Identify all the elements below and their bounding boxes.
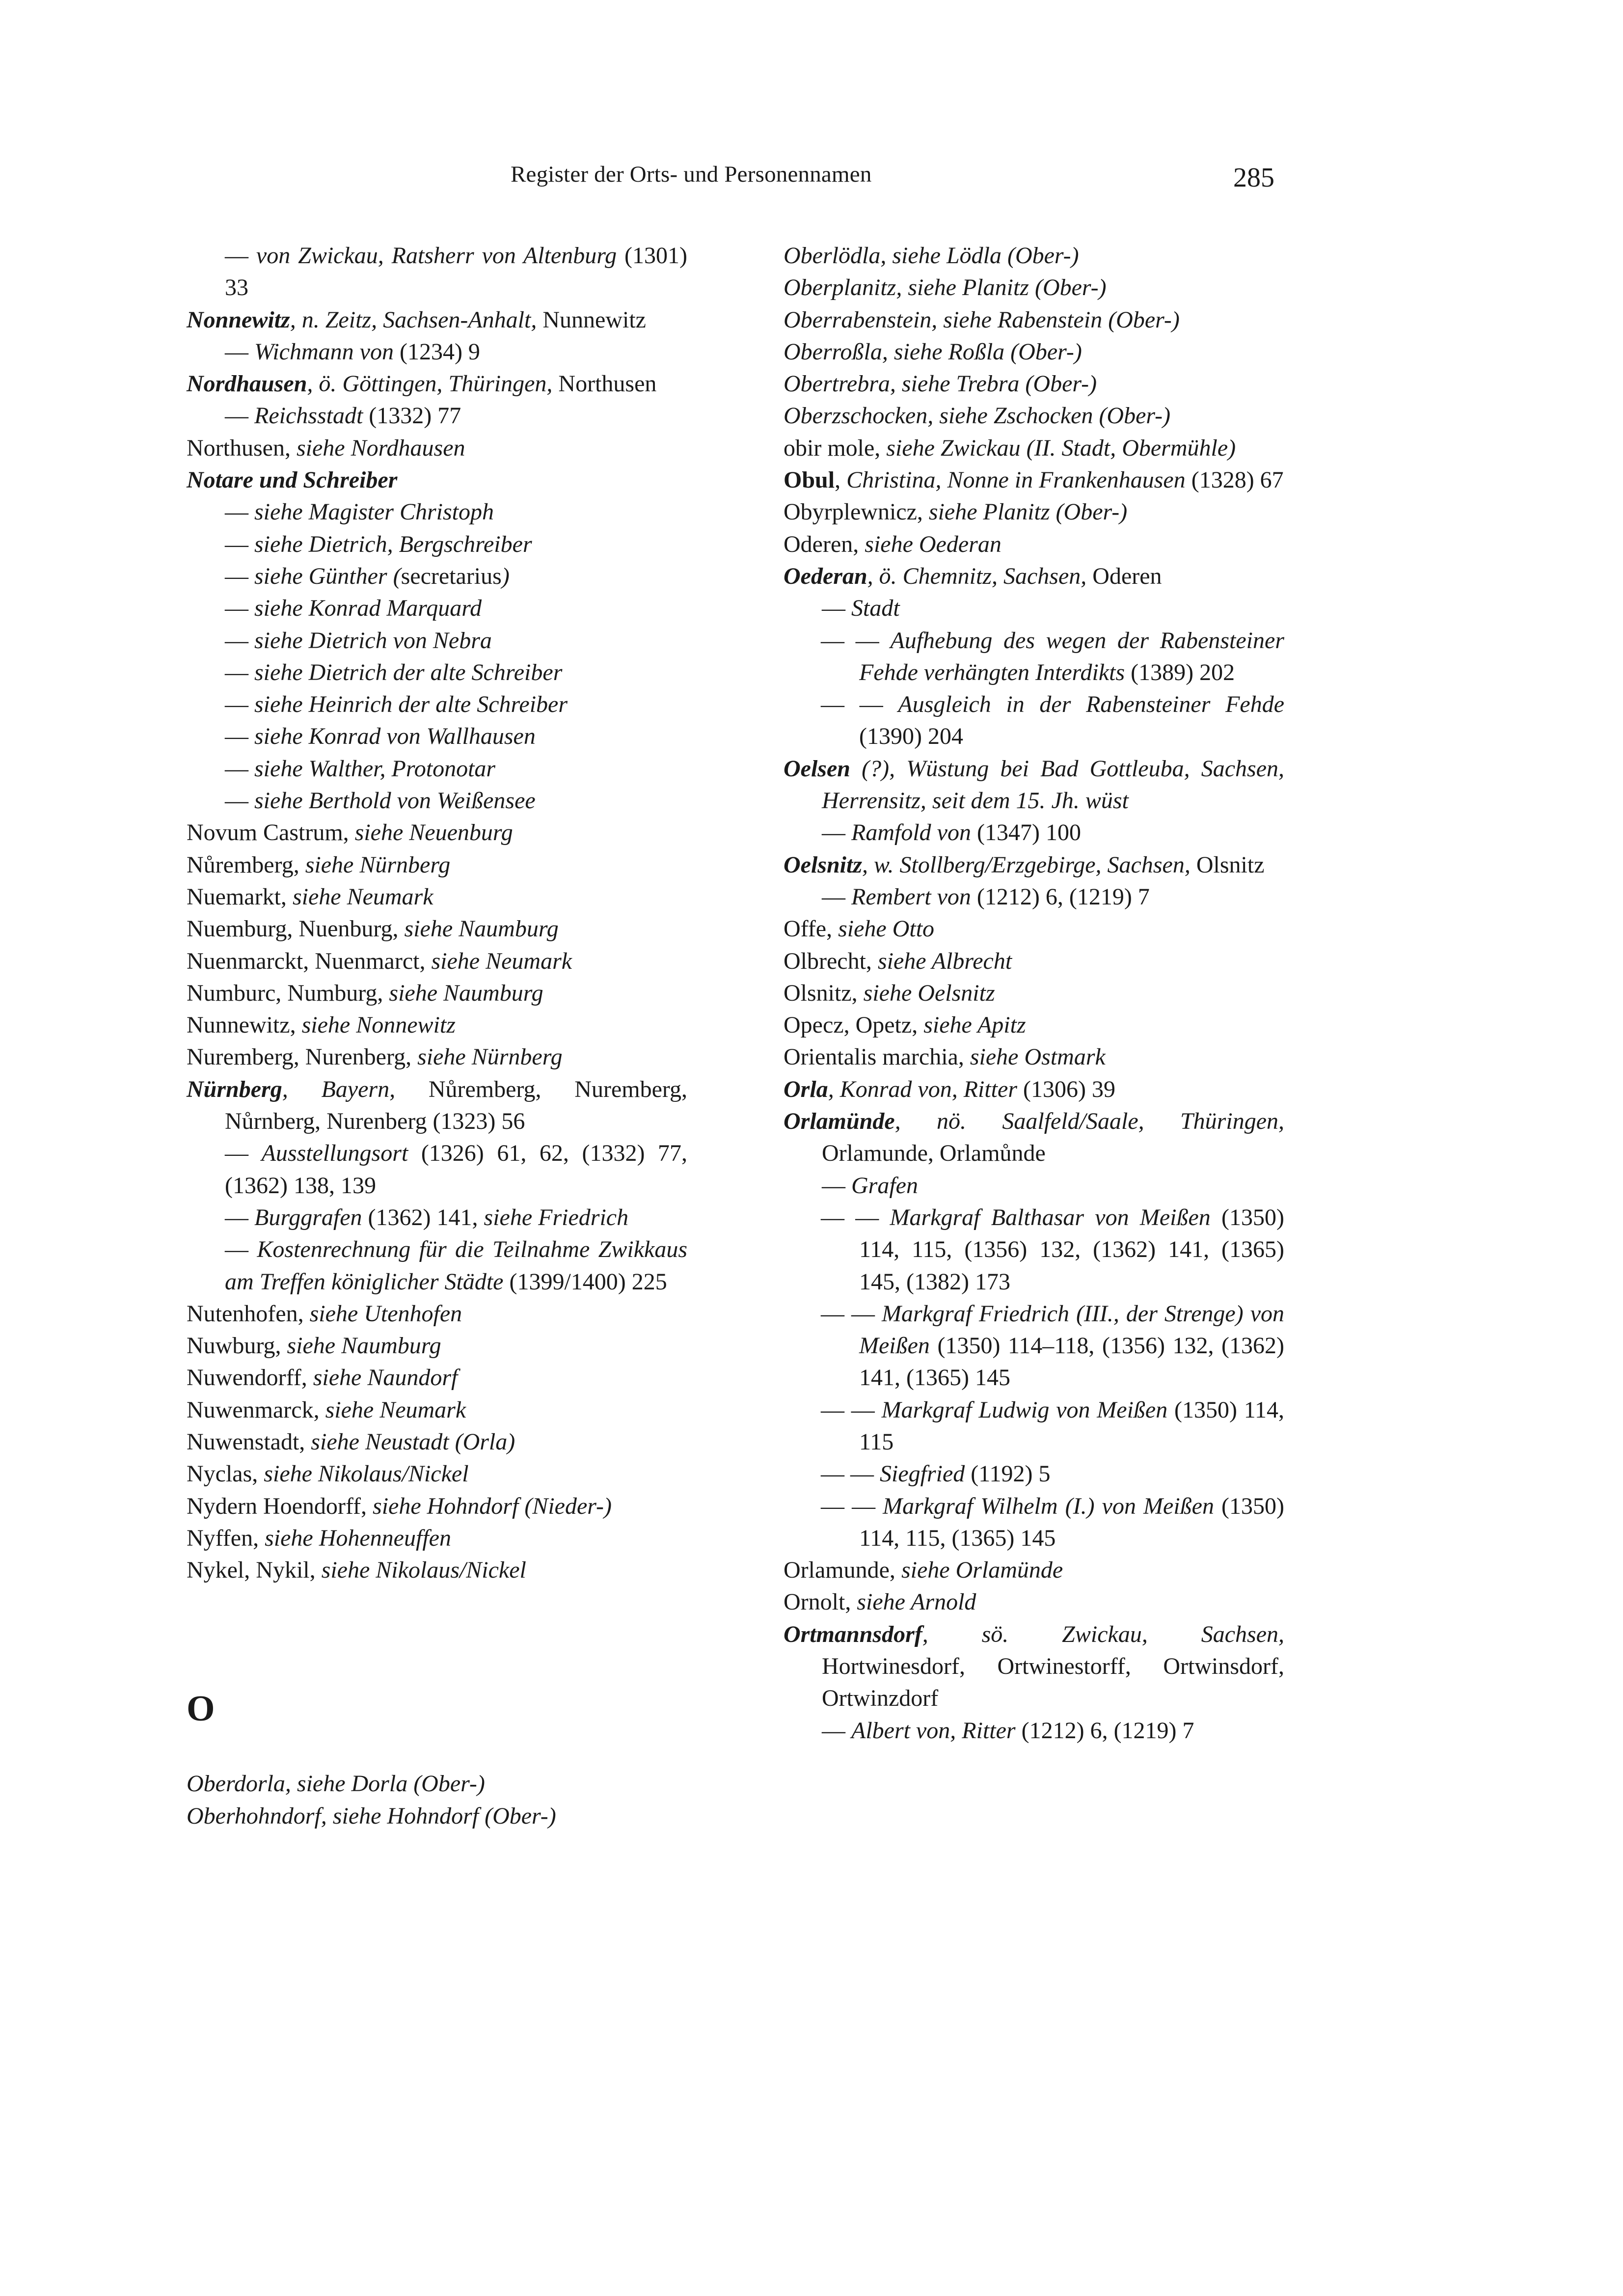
entry-text: Nunnewitz	[537, 306, 646, 333]
entry-text: Northusen	[552, 371, 657, 397]
index-entry	[784, 432, 1284, 464]
entry-text: (1306) 39	[1017, 1076, 1115, 1102]
index-subentry	[187, 1137, 687, 1202]
entry-text: siehe Ostmark	[970, 1044, 1106, 1070]
entry-text: siehe Hohenneuffen	[265, 1525, 451, 1551]
entry-text: siehe Apitz	[923, 1012, 1026, 1039]
entry-text: siehe Neumark	[325, 1396, 466, 1423]
entry-text: O	[187, 1689, 215, 1729]
index-entry	[784, 1618, 1284, 1715]
index-entry	[187, 1426, 687, 1458]
index-subentry	[187, 560, 687, 592]
entry-text: siehe Magister Christoph	[254, 499, 494, 525]
entry-text: Oberdorla, siehe Dorla (Ober-)	[187, 1771, 485, 1797]
entry-text: siehe Nürnberg	[305, 851, 451, 878]
index-entry	[187, 1490, 687, 1522]
entry-text: Orlamunde, Orlamůnde	[822, 1140, 1046, 1167]
entry-text: siehe Nikolaus/Nickel	[264, 1461, 469, 1487]
entry-text: Oberzschocken, siehe Zschocken (Ober-)	[784, 403, 1171, 429]
entry-text: , ö. Chemnitz, Sachsen,	[867, 563, 1087, 589]
entry-text: ,	[835, 467, 847, 493]
entry-text: Nordhausen	[187, 371, 307, 397]
entry-text: siehe Planitz (Ober-)	[928, 499, 1128, 525]
entry-text: Stadt	[851, 595, 900, 622]
entry-text: Nuemarkt,	[187, 883, 293, 910]
index-subentry	[784, 1490, 1284, 1555]
entry-text: Nuwburg,	[187, 1333, 287, 1359]
entry-text: Orientalis marchia,	[784, 1044, 970, 1070]
index-entry	[187, 1073, 687, 1138]
entry-text: Albert von, Ritter	[851, 1717, 1016, 1744]
entry-text: Novum Castrum,	[187, 820, 355, 846]
entry-text: siehe Zwickau (II. Stadt, Obermühle)	[886, 435, 1236, 461]
entry-text: Christina, Nonne in Frankenhausen	[846, 467, 1186, 493]
index-entry	[187, 1554, 687, 1586]
entry-text: Markgraf Wilhelm (I.) von Meißen	[883, 1493, 1214, 1519]
entry-text: siehe Neustadt (Orla)	[311, 1428, 515, 1455]
entry-text: siehe Naumburg	[404, 916, 559, 942]
index-entry	[187, 1330, 687, 1362]
entry-text: Orlamunde,	[784, 1557, 901, 1584]
index-subentry	[784, 625, 1284, 689]
entry-text: siehe Utenhofen	[309, 1300, 462, 1327]
index-subentry	[187, 720, 687, 752]
entry-text: (1350) 114, 115	[859, 1396, 1285, 1455]
entry-text: (1350) 114, 115, (1365) 145	[859, 1493, 1284, 1551]
entry-text: , nö. Saalfeld/Saale, Thüringen,	[894, 1108, 1284, 1135]
entry-text: Ramfold von	[851, 820, 971, 846]
entry-text: Olsnitz	[1190, 851, 1265, 878]
entry-text: Nunnewitz,	[187, 1012, 302, 1039]
index-subentry	[784, 1394, 1284, 1458]
entry-text: (1212) 6, (1219) 7	[971, 883, 1150, 910]
entry-text: Nyffen,	[187, 1525, 265, 1551]
entry-text: siehe Naumburg	[389, 980, 543, 1006]
entry-text: Orlamünde	[784, 1108, 895, 1135]
entry-text: (1326) 61, 62, (1332) 77, (1362) 138, 139	[225, 1140, 687, 1199]
entry-text: Ortmannsdorf	[784, 1621, 922, 1647]
index-entry	[784, 368, 1284, 400]
entry-text: siehe Albrecht	[877, 948, 1012, 974]
index-entry	[187, 817, 687, 848]
entry-text: Hortwinesdorf, Ortwinestorff, Ortwinsdorf, Ortwinzdorf	[822, 1653, 1284, 1712]
entry-text: Oberrabenstein, siehe Rabenstein (Ober-)	[784, 306, 1180, 333]
entry-text: siehe Konrad von Wallhausen	[254, 723, 536, 750]
entry-text: siehe Heinrich der alte Schreiber	[254, 691, 568, 718]
index-entry	[784, 1554, 1284, 1586]
entry-text: siehe Dietrich von Nebra	[254, 627, 492, 654]
entry-text: Nuwenmarck,	[187, 1396, 325, 1423]
entry-text: siehe Neumark	[431, 948, 572, 974]
entry-text: Grafen	[851, 1172, 918, 1199]
entry-text: Reichsstadt	[254, 403, 363, 429]
entry-text: Oberplanitz, siehe Planitz (Ober-)	[784, 274, 1107, 301]
entry-text: siehe Günther (	[254, 563, 401, 589]
index-entry	[187, 1458, 687, 1490]
entry-text: siehe Berthold von Weißensee	[254, 788, 536, 814]
index-entry	[784, 1586, 1284, 1618]
entry-text: Kostenrechnung für die Teilnahme Zwikkaus am Treffen königlicher Städte	[225, 1236, 687, 1295]
entry-text: Nuenmarckt, Nuenmarct,	[187, 948, 432, 974]
index-subentry	[187, 656, 687, 688]
entry-text: Markgraf Ludwig von Meißen	[881, 1396, 1168, 1423]
page-number: 285	[1233, 163, 1274, 193]
index-subentry	[784, 688, 1284, 753]
index-entry	[187, 464, 687, 496]
entry-text: siehe Oelsnitz	[863, 980, 995, 1006]
entry-text: (1212) 6, (1219) 7	[1015, 1717, 1194, 1744]
running-head: Register der Orts- und Personennamen	[511, 162, 872, 187]
index-entry	[784, 977, 1284, 1009]
section-letter-heading	[187, 1689, 687, 1728]
index-subentry	[187, 592, 687, 624]
entry-text: (1192) 5	[965, 1461, 1051, 1487]
entry-text: Oderen	[1086, 563, 1162, 589]
index-subentry	[187, 496, 687, 528]
entry-text: Notare und Schreiber	[187, 467, 398, 493]
index-subentry	[784, 1202, 1284, 1298]
entry-text: siehe Orlamünde	[901, 1557, 1063, 1584]
index-entry	[187, 1394, 687, 1426]
index-entry	[784, 1073, 1284, 1105]
index-subentry	[187, 688, 687, 720]
index-entry	[784, 272, 1284, 303]
index-column-right	[784, 240, 1284, 1747]
entry-text: secretarius	[401, 563, 502, 589]
entry-text: (?), Wüstung bei Bad Gottleuba, Sachsen, Herrensitz, seit dem 15. Jh. wüst	[822, 755, 1284, 814]
entry-text: Ornolt,	[784, 1589, 857, 1615]
entry-text: Obul	[784, 467, 835, 493]
index-entry	[784, 849, 1284, 881]
entry-text: siehe Naundorf	[313, 1365, 458, 1391]
entry-text: Aufhebung des wegen der Rabensteiner Fehde verhängten Interdikts	[859, 627, 1284, 685]
entry-text: Oelsen	[784, 755, 850, 782]
index-entry	[187, 1800, 687, 1832]
entry-text: Oberlödla, siehe Lödla (Ober-)	[784, 243, 1079, 269]
entry-text: (1390) 204	[859, 723, 963, 750]
index-entry	[187, 1298, 687, 1330]
index-entry	[187, 913, 687, 945]
entry-text: siehe Neuenburg	[354, 820, 513, 846]
entry-text: siehe Nürnberg	[417, 1044, 563, 1070]
index-subentry	[187, 1233, 687, 1298]
entry-text: , ö. Göttingen, Thüringen,	[307, 371, 553, 397]
entry-text: siehe Hohndorf (Nieder-)	[373, 1493, 612, 1519]
entry-text: Olbrecht,	[784, 948, 878, 974]
entry-text: Orla	[784, 1076, 828, 1102]
entry-text: von Zwickau, Ratsherr von Altenburg	[256, 243, 617, 269]
index-subentry	[187, 753, 687, 785]
index-entry	[784, 400, 1284, 432]
entry-text: Nuwendorff,	[187, 1365, 313, 1391]
index-subentry	[187, 400, 687, 432]
entry-text: Nuemburg, Nuenburg,	[187, 916, 405, 942]
entry-text: siehe Nikolaus/Nickel	[321, 1557, 526, 1584]
entry-text: Nůremberg,	[187, 851, 305, 878]
index-subentry	[187, 1202, 687, 1233]
entry-text: Oberhohndorf, siehe Hohndorf (Ober-)	[187, 1803, 556, 1829]
entry-text: siehe Konrad Marquard	[254, 595, 482, 622]
entry-text: Nutenhofen,	[187, 1300, 310, 1327]
entry-text: Rembert von	[851, 883, 971, 910]
entry-text: siehe Neumark	[292, 883, 433, 910]
index-entry	[187, 1362, 687, 1394]
index-subentry	[187, 785, 687, 817]
entry-text: Markgraf Balthasar von Meißen	[890, 1204, 1211, 1230]
entry-text: Markgraf Friedrich (III., der Strenge) von Meißen	[859, 1300, 1284, 1359]
entry-text: Nyclas,	[187, 1461, 264, 1487]
entry-text: Nuremberg, Nurenberg,	[187, 1044, 418, 1070]
entry-text: siehe Dietrich, Bergschreiber	[254, 531, 532, 557]
entry-text: , n. Zeitz, Sachsen-Anhalt,	[290, 306, 537, 333]
entry-text: siehe Naumburg	[287, 1333, 441, 1359]
entry-text: , w. Stollberg/Erzgebirge, Sachsen,	[862, 851, 1190, 878]
entry-text: , Bayern,	[282, 1076, 396, 1102]
index-entry	[187, 368, 687, 400]
entry-text: Nydern Hoendorff,	[187, 1493, 373, 1519]
entry-text: siehe Nordhausen	[296, 435, 465, 461]
index-entry	[187, 881, 687, 913]
entry-text: Nykel, Nykil,	[187, 1557, 322, 1584]
entry-text: Oberroßla, siehe Roßla (Ober-)	[784, 338, 1082, 365]
entry-text: , sö. Zwickau, Sachsen,	[922, 1621, 1284, 1647]
index-subentry	[187, 240, 687, 304]
index-subentry	[187, 336, 687, 368]
entry-text: Siegfried	[880, 1461, 965, 1487]
index-entry	[187, 849, 687, 881]
entry-text: Nürnberg	[187, 1076, 282, 1102]
entry-text: siehe Otto	[838, 916, 935, 942]
entry-text: Opecz, Opetz,	[784, 1012, 924, 1039]
index-entry	[187, 977, 687, 1009]
index-subentry	[784, 881, 1284, 913]
entry-text: siehe Oederan	[865, 531, 1001, 557]
entry-text: siehe Walther, Protonotar	[254, 755, 496, 782]
entry-text: Numburc, Numburg,	[187, 980, 389, 1006]
index-entry	[187, 1009, 687, 1041]
entry-text: Nuwenstadt,	[187, 1428, 311, 1455]
index-column-left	[187, 240, 687, 1832]
entry-text: siehe Nonnewitz	[301, 1012, 456, 1039]
index-entry	[784, 1105, 1284, 1170]
index-entry	[784, 336, 1284, 368]
entry-text: (1301) 33	[225, 243, 687, 301]
entry-text: Nůremberg, Nuremberg, Nůrnberg, Nurenberg (1323) 56	[225, 1076, 687, 1135]
entry-text: Wichmann von	[254, 338, 394, 365]
entry-text: Oederan	[784, 563, 867, 589]
index-entry	[784, 560, 1284, 592]
entry-text: (1328) 67	[1185, 467, 1284, 493]
index-entry	[187, 1522, 687, 1554]
entry-text: Ausstellungsort	[261, 1140, 408, 1167]
entry-text: siehe Dietrich der alte Schreiber	[254, 659, 563, 685]
entry-text: siehe Friedrich	[484, 1204, 629, 1230]
entry-text: Burggrafen	[254, 1204, 362, 1230]
index-entry	[187, 1041, 687, 1073]
entry-text: Obertrebra, siehe Trebra (Ober-)	[784, 371, 1097, 397]
entry-text: Oderen,	[784, 531, 865, 557]
entry-text: Ausgleich in der Rabensteiner Fehde	[898, 691, 1285, 718]
entry-text: (1350) 114–118, (1356) 132, (1362) 141, (1365) 145	[859, 1333, 1284, 1391]
index-entry	[187, 945, 687, 977]
index-subentry	[784, 1170, 1284, 1202]
index-entry	[784, 240, 1284, 272]
entry-text: Northusen,	[187, 435, 297, 461]
index-entry	[784, 1041, 1284, 1073]
entry-text: , Konrad von, Ritter	[828, 1076, 1017, 1102]
entry-text: (1350) 114, 115, (1356) 132, (1362) 141, (1365) 145, (1382) 173	[859, 1204, 1284, 1295]
entry-text: )	[501, 563, 510, 589]
entry-text: (1332) 77	[363, 403, 461, 429]
index-entry	[784, 753, 1284, 817]
entry-text: (1347) 100	[971, 820, 1081, 846]
entry-text: obir mole,	[784, 435, 887, 461]
index-subentry	[187, 528, 687, 560]
index-entry	[784, 496, 1284, 528]
entry-text: (1399/1400) 225	[503, 1268, 667, 1295]
entry-text: Nonnewitz	[187, 306, 290, 333]
index-subentry	[784, 1715, 1284, 1747]
index-entry	[187, 432, 687, 464]
index-entry	[784, 945, 1284, 977]
entry-text: Obyrplewnicz,	[784, 499, 929, 525]
index-subentry	[784, 592, 1284, 624]
index-entry	[784, 528, 1284, 560]
index-entry	[784, 464, 1284, 496]
index-subentry	[784, 1298, 1284, 1394]
entry-text: siehe Arnold	[857, 1589, 976, 1615]
index-subentry	[784, 1458, 1284, 1490]
entry-text: Olsnitz,	[784, 980, 864, 1006]
index-subentry	[784, 817, 1284, 848]
index-subentry	[187, 625, 687, 656]
index-entry	[187, 304, 687, 336]
index-entry	[784, 913, 1284, 945]
index-entry	[187, 1768, 687, 1800]
entry-text: (1234) 9	[393, 338, 480, 365]
entry-text: (1362) 141,	[362, 1204, 484, 1230]
entry-text: Offe,	[784, 916, 839, 942]
index-entry	[784, 304, 1284, 336]
entry-text: Oelsnitz	[784, 851, 863, 878]
index-entry	[784, 1009, 1284, 1041]
entry-text: (1389) 202	[1125, 659, 1235, 685]
